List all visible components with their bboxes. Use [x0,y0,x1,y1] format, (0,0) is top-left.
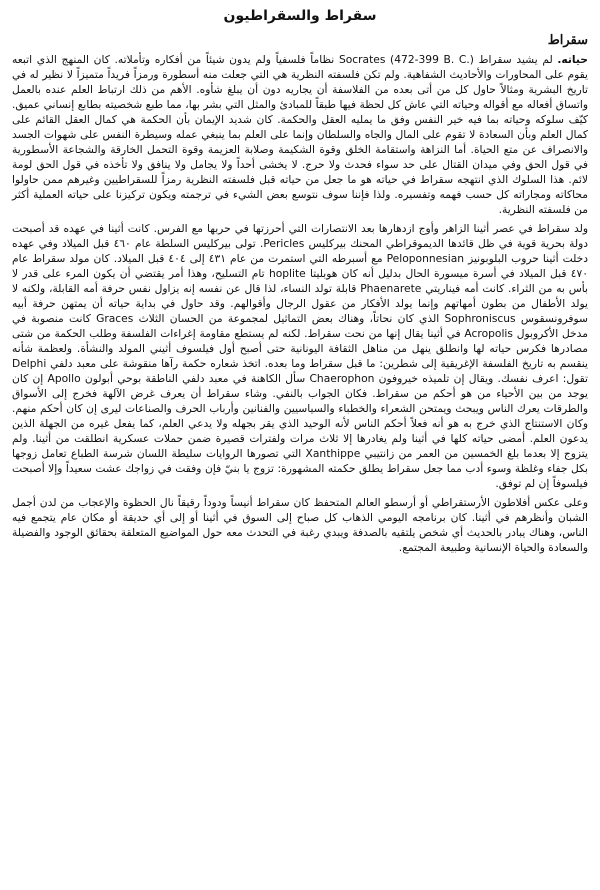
section-heading: سقراط [547,33,588,48]
paragraph-life-intro [12,52,588,217]
document-title: سقراط والسقراطيون [223,8,377,24]
paragraph-birth-and-life: ولد سقراط في عصر أثينا الزاهر وأوج ازدهارها بعد الانتصارات التي أحرزتها في حربها مع الفرس. كانت أثينا في عهده قد أصبحت دولة بحرية قوية في ظل قائدها الديموقراطي المحنك بيركليس Pericles. تولى بيركليس السلطة عام ٤٦٠ قبل الميلاد وفي عهده دخلت أثينا حروب البلوبونيز Peloponnesian مع أسبرطه التي استمرت من عام ٤٣١ إلى ٤٠٤ قبل الميلاد. كان مولد سقراط عام ٤٧٠ قبل الميلاد في أسرة ميسورة الحال بدليل أنه كان هوبليتا hoplite تام التسليح، وهذا أمر يقتضي أن يكون المرء على قدر لا بأس به من الثراء. كانت أمه فيناريتي Phaenarete قابلة تولد النساء، لذا قال عن نفسه إنه يزاول نفس حرفة أمه القابلة، ولكنه لا يولد الأطفال من بطون أمهاتهم وإنما يولد الأفكار من عقول الرجال وأقوالهم. وقد حاول في بداية حياته أن يمتهن حرفة أبيه سوفرونسقوس Sophroniscus الذي كان نحاتاً، وهناك بعض التماثيل لمجموعة من الحسان الثلاث Graces كانت منصوبة في مدخل الأكروبول Acropolis في أثينا يقال إنها من نحت سقراط. لكنه لم يستطع مقاومة إغراءات الفلسفة وطلب الحكمة من شتى مصادرها فكرس حياته لها وانطلق ينهل من مناهل الثقافة اليونانية حتى أصبح أول فيلسوف أثيني المولد والنشأة. ولعظمة شأنه ينقسم به تاريخ الفلسفة الإغريقية إلى شطرين: ما قبل سقراط وما بعده. اتخذ شعاره حكمة رآها منقوشة على معبد دلفي Delphi تقول: اعرف نفسك. ويقال إن تلميذه خيروفون Chaerophon سأل الكاهنة في معبد دلفي الناطقة بوحي أبولون Apollo إن كان يوجد من بين الأحياء من هو أحكم من سقراط. فكان الجواب بالنفي. وشاء سقراط أن يعرف غرض الآلهة فخرج إلى الأسواق والطرقات يعرك الناس ويبحث ويمتحن الشعراء والخطباء والسياسيين والفنانين وأرباب الحرف والصناعات ليرى إن كان أحكم منهم. وكان الاستنتاج الذي خرج به هو أنه فعلاً أحكم الناس لأنه الوحيد الذي يقر بجهله ولا يدعي العلم، كما يفعل غيره من الجهلة الذين يدعون العلم. أمضى حياته كلها في أثينا ولم يغادرها إلا ثلاث مرات ولفترات قصيرة ضمن حملات عسكرية انطلقت من أثينا. ولم يتزوج إلا بعدما بلغ الخمسين من العمر من زانتيبي Xanthippe التي تصورها الروايات سليطة اللسان شرسة الطباع تعامل زوجها بكل جفاء وغلظة وسوء أدب مما جعل سقراط يطلق حكمته المشهورة: تزوج يا بنيّ فإن وفقت في زواجك عشت سعيداً وإلا أصبحت فيلسوفاً إن لم توفق. [12,222,589,490]
lead-word: حياته. [557,53,588,66]
paragraph-daily-routine: وعلى عكس أفلاطون الأرستقراطي أو أرسطو العالم المتحفظ كان سقراط أنيساً ودوداً رقيقاً نال الحظوة والإعجاب من لدن أجمل الشبان وأنظرهم في أثينا. كان برنامجه اليومي الذهاب كل صباح إلى السوق في أثينا أو إلى أي حديقة أو مكان عام يتجمع فيه الناس، وهناك يبادر بالحديث أي شخص يلتقيه بالصدفة ويبدي رغبة في التحدث معه حول المواضيع المتعلقة بحقائق الوجود والفضيلة والسعادة والحياة الإنسانية وطبيعة المجتمع. [12,496,588,554]
paragraph-text: لم يشيد سقراط Socrates (472-399 B. C.) نظاماً فلسفياً ولم يدون شيئاً من أفكاره وتأملاته. كان المنهج الذي اتبعه يقوم على المحاورات والأحاديث الشفاهية. ولم تكن فلسفته النظرية هي التي جعلت منه أسطورة ورمزاً فريداً متميزاً لا نظير له في تاريخ البشرية ومثالاً حاول كل من أتى بعده من الفلاسفة أن يجاريه دون أن يبلغ شأوه. الأهم من ذلك ارتباط العلم عنده بالعمل واتساق أفعاله مع أقواله وحياته التي عاش كل لحظة فيها طبقاً للمبادئ والمثل التي بشر بها، مما طبع شخصيته بطابع إنساني عميق. كيّف سلوكه وحياته بما فيه خير النفس وفق ما يمليه العقل والحكمة. كان شديد الإيمان بأن الحكمة هي كمال العقل القائم على كمال العلم وبأن السعادة لا تقوم على المال والجاه والسلطان وإنما على العلم بما ينبغي عمله وسيطرة النفس على شهوات الجسد والانصراف عن متع الحياة. أما النزاهة واستقامة الخلق وقوة الشكيمة وصلابة العزيمة وقوة التحمل الخارقة والشجاعة الأسطورية في قول الحق وفي ميدان القتال على حد سواء فحدث ولا حرج. لا يخشى أحداً ولا يجامل ولا ينافق ولا تأخذه في قول الحق لومة لائم. هذا السلوك الذي انتهجه سقراط في حياته هو ما جعل من حياته قبل فلسفته النظرية رمزاً للسقراطيين وغيرهم ممن حاولوا محاكاته ومجاراته كل حسب فهمه وتفسيره. ولذا فإننا سوف نتوسع بعض الشيء في ترجمته ويكون تركيزنا على حياته العملية أكثر من فلسفته النظرية. [12,53,588,216]
